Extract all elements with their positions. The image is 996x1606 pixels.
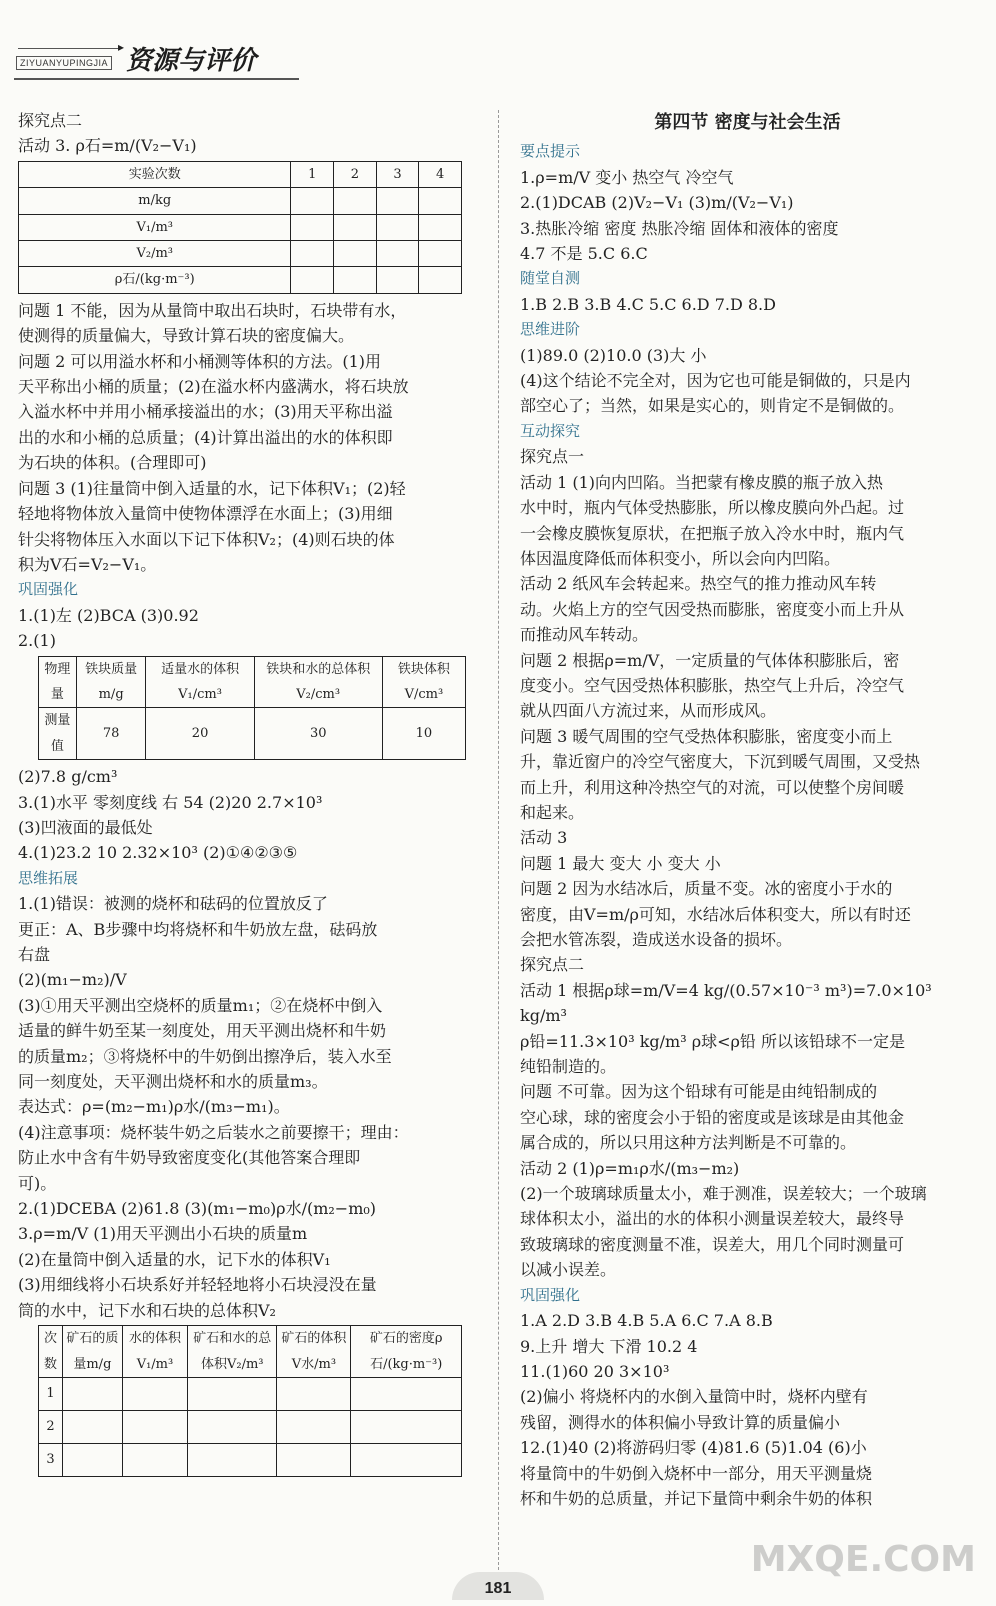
table-cell: 3 [376,161,419,187]
text-line: 问题 1 不能，因为从量筒中取出石块时，石块带有水， [18,300,407,320]
text-line: 2.(1)DCAB (2)V₂−V₁ (3)m/(V₂−V₁) [520,193,794,213]
text-line: 11.(1)60 20 3×10³ [520,1361,670,1381]
table-cell [351,1377,462,1410]
text-line: 动。火焰上方的空气因受热而膨胀，密度变小而上升从 [520,599,905,619]
text-line: 问题 2 根据ρ=m/V，一定质量的气体体积膨胀后，密 [520,650,900,670]
table-cell [62,1377,122,1410]
table-cell: m/kg [19,188,291,214]
table-cell: 矿石的密度ρ石/(kg·m⁻³) [351,1326,462,1378]
text-line: (2)(m₁−m₂)/V [18,970,127,990]
text-line: 就从四面八方流过来，从而形成风。 [520,701,777,721]
page-number: 181 [452,1572,544,1600]
text-line: (4)这个结论不完全对，因为它也可能是铜做的，只是内 [520,371,911,391]
section-title: 第四节 密度与社会生活 [654,112,841,133]
text-line: 活动 3. ρ石=m/(V₂−V₁) [18,136,197,156]
text-line: 4.(1)23.2 10 2.32×10³ (2)①④②③⑤ [18,843,298,863]
table-ore [38,1325,462,1477]
table-cell [62,1443,122,1476]
table-cell: 测量值 [39,708,77,760]
text-line: 2.(1)DCEBA (2)61.8 (3)(m₁−m₀)ρ水/(m₂−m₀) [18,1199,377,1219]
text-line: (2)7.8 g/cm³ [18,767,118,787]
text-line: 升，靠近窗户的冷空气密度大，下沉到暖气周围，又受热 [520,752,921,772]
left-column [18,108,473,1481]
table-cell: 4 [419,161,462,187]
table-cell [334,241,377,267]
text-line: 4.7 不是 5.C 6.C [520,244,648,264]
table-cell: ρ石/(kg·m⁻³) [19,267,291,293]
text-line: 1.A 2.D 3.B 4.B 5.A 6.C 7.A 8.B [520,1311,773,1331]
text-line: (3)①用天平测出空烧杯的质量m₁；②在烧杯中倒入 [18,995,383,1015]
text-line: 致玻璃球的密度测量不准，误差大，用几个同时测量可 [520,1234,905,1254]
table-row [39,708,466,760]
text-line: 问题 3 暖气周围的空气受热体积膨胀，密度变小而上 [520,726,893,746]
text-line: 可)。 [18,1173,57,1193]
table-cell [376,214,419,240]
table-cell: 铁块和水的总体积V₂/cm³ [254,656,382,708]
text-line: 使测得的质量偏大，导致计算石块的密度偏大。 [18,326,355,346]
text-line: 杯和牛奶的总质量，并记下量筒中剩余牛奶的体积 [520,1488,873,1508]
text-line: 筒的水中，记下水和石块的总体积V₂ [18,1300,276,1320]
text-line: 问题 不可靠。因为这个铅球有可能是由纯铅制成的 [520,1082,878,1102]
table-cell: 铁块体积V/cm³ [382,656,465,708]
text-line: 球体积太小，溢出的水的体积小测量误差较大，最终导 [520,1209,905,1229]
table-cell [62,1410,122,1443]
text-line: 而推动风车转动。 [520,625,649,645]
table-cell [419,188,462,214]
table-row [19,214,462,240]
table-cell: 次数 [39,1326,63,1378]
table-cell: 适量水的体积V₁/cm³ [146,656,254,708]
table-cell [419,267,462,293]
text-line: 为石块的体积。(合理即可) [18,453,207,473]
text-line: 3.(1)水平 零刻度线 右 54 (2)20 2.7×10³ [18,792,323,812]
text-line: 的质量m₂；③将烧杯中的牛奶倒出擦净后，装入水至 [18,1046,392,1066]
text-line: 右盘 [18,945,51,964]
table-cell [351,1443,462,1476]
table-cell: 1 [39,1377,63,1410]
table-cell [277,1443,351,1476]
text-line: 问题 2 可以用溢水杯和小桶测等体积的方法。(1)用 [18,351,382,371]
text-line: 纯铅制造的。 [520,1057,617,1077]
text-line: 探究点二 [18,111,83,130]
text-line: 活动 1 (1)向内凹陷。当把蒙有橡皮膜的瓶子放入热 [520,472,884,492]
text-line: 体因温度降低而体积变小，所以会向内凹陷。 [520,548,841,568]
table-cell: 矿石和水的总体积V₂/m³ [188,1326,277,1378]
right-column [520,108,975,1511]
block-heading: 思维进阶 [520,320,581,339]
table-cell [291,241,334,267]
text-line: 防止水中含有牛奶导致密度变化(其他答案合理即 [18,1148,361,1168]
table-cell [291,267,334,293]
table-row [39,1443,462,1476]
table-cell: 2 [39,1410,63,1443]
table-cell: 实验次数 [19,161,291,187]
block-heading: 巩固强化 [520,1285,581,1304]
text-line: 水中时，瓶内气体受热膨胀，所以橡皮膜向外凸起。过 [520,498,905,518]
table-cell: 3 [39,1443,63,1476]
text-line: 和起来。 [520,802,585,822]
text-line: 天平称出小桶的质量；(2)在溢水杯内盛满水，将石块放 [18,377,409,397]
table-cell: 矿石的质量m/g [62,1326,122,1378]
text-line: 活动 3 [520,828,568,848]
table-cell: 铁块质量m/g [76,656,146,708]
table-cell: 20 [146,708,254,760]
text-line: 9.上升 增大 下滑 10.2 4 [520,1336,698,1356]
table-cell [122,1410,187,1443]
text-line: 属合成的，所以只用这种方法判断是不可靠的。 [520,1133,857,1153]
text-line: (1)89.0 (2)10.0 (3)大 小 [520,345,707,365]
header-rule [14,78,299,80]
text-line: 密度，由V=m/ρ可知，水结冰后体积变大，所以有时还 [520,904,911,924]
text-line: 1.(1)错误：被测的烧杯和砝码的位置放反了 [18,894,328,914]
block-heading: 互动探究 [520,421,581,440]
block-heading: 要点提示 [520,142,581,161]
text-line: (3)用细线将小石块系好并轻轻地将小石块浸没在量 [18,1275,377,1295]
table-cell: V₂/m³ [19,241,291,267]
text-line: 适量的鲜牛奶至某一刻度处，用天平测出烧杯和牛奶 [18,1021,387,1041]
table-cell: 1 [291,161,334,187]
table-experiment [18,161,462,294]
text-line: 残留，测得水的体积偏小导致计算的质量偏小 [520,1412,841,1432]
text-line: (3)凹液面的最低处 [18,817,153,837]
arrow-icon [18,48,118,49]
table-iron-block [38,656,466,761]
text-line: 活动 2 纸风车会转起来。热空气的推力推动风车转 [520,574,877,594]
text-line: 将量筒中的牛奶倒入烧杯中一部分，用天平测量烧 [520,1463,873,1483]
table-cell [334,214,377,240]
table-cell: 矿石的体积V水/m³ [277,1326,351,1378]
table-cell [122,1377,187,1410]
header-title: 资源与评价 [126,46,257,76]
table-row [39,1410,462,1443]
text-line: 3.ρ=m/V (1)用天平测出小石块的质量m [18,1224,308,1244]
text-line: 2.(1) [18,631,56,651]
table-cell [419,241,462,267]
text-line: 出的水和小桶的总质量；(4)计算出溢出的水的体积即 [18,427,393,447]
table-cell: 水的体积V₁/m³ [122,1326,187,1378]
table-cell [351,1410,462,1443]
table-cell [122,1443,187,1476]
table-cell [334,188,377,214]
table-row [39,1377,462,1410]
text-line: 问题 2 因为水结冰后，质量不变。冰的密度小于水的 [520,879,893,899]
text-line: 一会橡皮膜恢复原状，在把瓶子放入冷水中时，瓶内气 [520,523,905,543]
text-line: 1.(1)左 (2)BCA (3)0.92 [18,605,199,625]
text-line: 以减小误差。 [520,1260,617,1280]
table-cell [376,267,419,293]
text-line: 活动 1 根据ρ球=m/V=4 kg/(0.57×10⁻³ m³)=7.0×10³ kg/m³ [520,980,932,1026]
table-cell [291,188,334,214]
text-line: 同一刻度处，天平测出烧杯和水的质量m₃。 [18,1072,328,1092]
heading-gonggu: 巩固强化 [18,580,79,599]
text-line: 针尖将物体压入水面以下记下体积V₂；(4)则石块的体 [18,529,395,549]
table-cell [277,1410,351,1443]
text-line: 12.(1)40 (2)将游码归零 (4)81.6 (5)1.04 (6)小 [520,1438,867,1458]
text-line: (2)在量筒中倒入适量的水，记下水的体积V₁ [18,1249,331,1269]
heading-siwei: 思维拓展 [18,868,79,887]
table-row [19,188,462,214]
table-cell [334,267,377,293]
table-row [19,241,462,267]
text-line: 轻地将物体放入量筒中使物体漂浮在水面上；(3)用细 [18,504,393,524]
text-line: 表达式：ρ=(m₂−m₁)ρ水/(m₃−m₁)。 [18,1097,290,1117]
text-line: 问题 3 (1)往量筒中倒入适量的水，记下体积V₁；(2)轻 [18,478,406,498]
text-line: 问题 1 最大 变大 小 变大 小 [520,853,721,873]
text-line: (2)一个玻璃球质量太小，难于测准，误差较大；一个玻璃 [520,1184,927,1204]
text-line: 探究点一 [520,447,585,467]
text-line: (4)注意事项：烧杯装牛奶之后装水之前要擦干；理由： [18,1122,409,1142]
table-cell: 物理量 [39,656,77,708]
text-line: 空心球，球的密度会小于铅的密度或是该球是由其他金 [520,1107,905,1127]
watermark: MXQE.COM [750,1539,976,1580]
text-line: 而上升，利用这种冷热空气的对流，可以使整个房间暖 [520,777,905,797]
table-cell [376,241,419,267]
table-cell: 2 [334,161,377,187]
text-line: 度变小。空气因受热体积膨胀，热空气上升后，冷空气 [520,675,905,695]
table-row [19,267,462,293]
text-line: 更正：A、B步骤中均将烧杯和牛奶放左盘，砝码放 [18,919,378,939]
text-line: 积为V石=V₂−V₁。 [18,554,157,574]
table-cell [188,1410,277,1443]
block-heading: 随堂自测 [520,269,581,288]
table-cell: 30 [254,708,382,760]
table-cell [277,1377,351,1410]
text-line: 探究点二 [520,955,585,975]
table-cell: 78 [76,708,146,760]
text-line: 部空心了；当然，如果是实心的，则肯定不是铜做的。 [520,396,905,416]
header-logo [14,36,299,80]
text-line: ρ铅=11.3×10³ kg/m³ ρ球<ρ铅 所以该铅球不一定是 [520,1031,906,1051]
table-cell [188,1377,277,1410]
table-cell: 10 [382,708,465,760]
text-line: 会把水管冻裂，造成送水设备的损坏。 [520,930,793,949]
text-line: (2)偏小 将烧杯内的水倒入量筒中时，烧杯内壁有 [520,1387,868,1407]
text-line: 3.热胀冷缩 密度 热胀冷缩 固体和液体的密度 [520,218,839,238]
text-line: 入溢水杯中并用小桶承接溢出的水；(3)用天平称出溢 [18,402,393,422]
column-divider [498,110,499,1580]
text-line: 活动 2 (1)ρ=m₁ρ水/(m₃−m₂) [520,1158,740,1178]
table-cell [291,214,334,240]
text-line: 1.ρ=m/V 变小 热空气 冷空气 [520,167,734,187]
table-cell [188,1443,277,1476]
table-cell [376,188,419,214]
table-cell: V₁/m³ [19,214,291,240]
header-pinyin: ZIYUANYUPINGJIA [16,56,112,70]
table-cell [419,214,462,240]
text-line: 1.B 2.B 3.B 4.C 5.C 6.D 7.D 8.D [520,294,776,314]
